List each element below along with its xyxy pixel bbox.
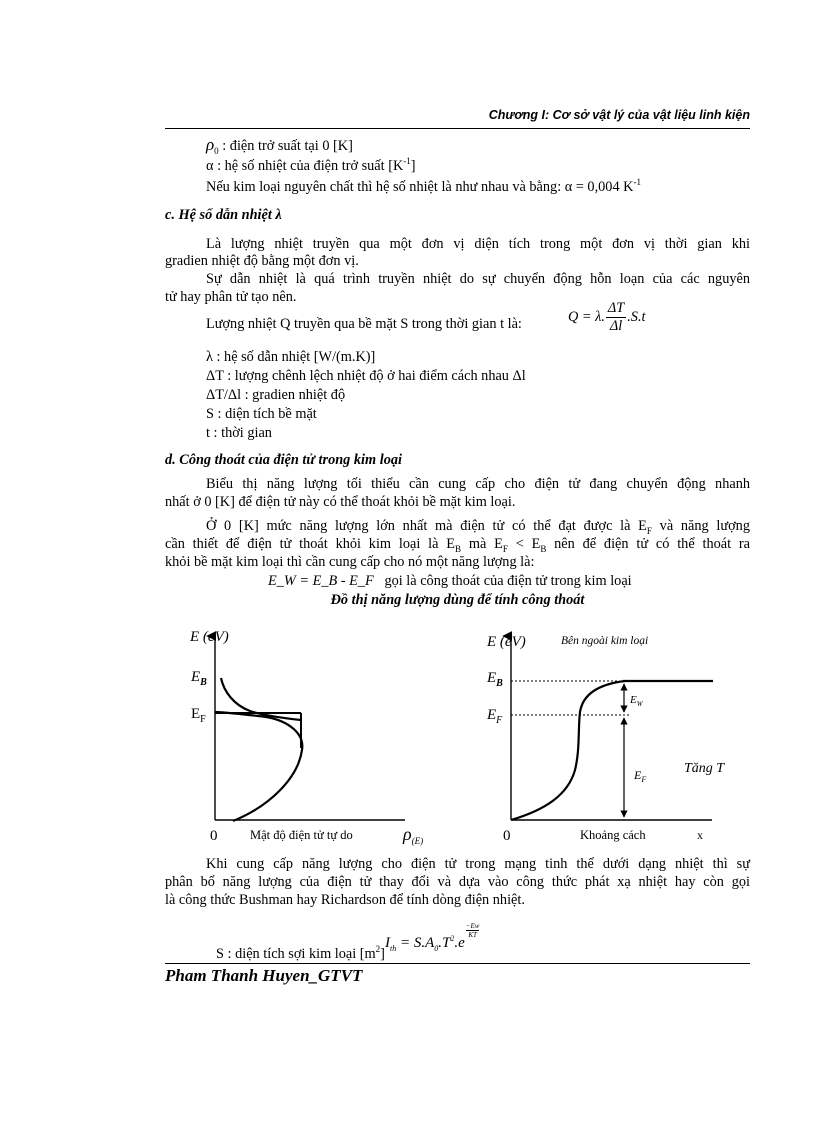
heat-formula-fraction: $\frac{\Delta T}{\Delta l}$ (607, 300, 625, 334)
heat-formula-intro: Lượng nhiệt Q truyền qua bề mặt S trong thời gian t là: (206, 316, 522, 332)
section-d-p1-line2: nhất ở 0 [K] để điện tử này có thể thoát khỏi bề mặt kim loại. (165, 494, 516, 510)
right-x-symbol: x (697, 828, 703, 842)
footer-rule (165, 963, 750, 964)
section-d-p2-line2: cần thiết để điện tử thoát khỏi kim loại là $E_B$ mà $E_F < E_B$ nên để điện tử có thể thoát ra (165, 536, 750, 554)
richardson-formula: $I_{th} = S.A_0.T^2.e$ $\frac{-Ew}{KT}$ (385, 922, 480, 953)
work-function-line: E_W = E_B - E_F gọi là công thoát của điện tử trong kim loại (268, 573, 632, 589)
left-rho-label: $\rho_{(E)}$ (403, 824, 424, 846)
def-lambda: λ : hệ số dẫn nhiệt [W/(m.K)] (206, 349, 376, 365)
section-c-p2-line1: Sự dẫn nhiệt là quá trình truyền nhiệt do sự chuyển động hỗn loạn của các nguyên (206, 271, 750, 287)
section-d-p2-line1: Ở 0 [K] mức năng lượng lớn nhất mà điện tử có thể đạt được là $E_F$ và năng lượng (206, 518, 750, 536)
increase-t-label: Tăng T (684, 761, 725, 776)
pure-metal-coefficient: Nếu kim loại nguyên chất thì hệ số nhiệt là như nhau và bằng: α = 0,004 $K^{-1}$ (206, 177, 642, 195)
section-c-p1-line2: gradien nhiệt độ bằng một đơn vị. (165, 253, 359, 269)
heat-formula: Q = λ. $\frac{\Delta T}{\Delta l}$ .S.t (568, 300, 646, 334)
right-x-axis-label: Khoảng cách (580, 828, 646, 842)
section-c-heading: c. Hệ số dẫn nhiệt λ (165, 207, 282, 223)
section-e-line1: Khi cung cấp năng lượng cho điện tử trong mạng tinh thể dưới dạng nhiệt thì sự (206, 856, 750, 872)
right-eb-label: $E_B$ (487, 670, 503, 689)
work-function-formula: E_W = E_B - E_F (268, 573, 374, 589)
ew-label: $E_W$ (630, 694, 643, 708)
left-origin-label: 0 (210, 828, 218, 844)
section-c-p1-line1: Là lượng nhiệt truyền qua một đơn vị diện tích trong một đơn vị thời gian khi (206, 236, 750, 252)
graph-title: Đồ thị năng lượng dùng để tính công thoát (330, 592, 585, 608)
def-time: t : thời gian (206, 425, 272, 441)
left-y-axis-label: E (eV) (190, 629, 229, 645)
right-ef-label: $E_F$ (487, 707, 503, 726)
section-d-p2-line3: khỏi bề mặt kim loại thì cần cung cấp cho nó một năng lượng là: (165, 554, 535, 570)
footer-author: Pham Thanh Huyen_GTVT (165, 966, 363, 985)
right-work-function-plot (486, 634, 725, 844)
section-c-p2-line2: tử hay phân tử tạo nên. (165, 289, 297, 305)
def-filament-area: S : diện tích sợi kim loại $[m^2]$ (216, 944, 385, 962)
alpha-definition: α : hệ số nhiệt của điện trở suất $[K^{-1}]$ (206, 156, 416, 174)
section-d-heading: d. Công thoát của điện tử trong kim loại (165, 452, 402, 468)
section-d-p1-line1: Biểu thị năng lượng tối thiểu cần cung cấp cho điện tử đang chuyển động nhanh (206, 476, 750, 492)
section-e-line3: là công thức Bushman hay Richardson để tính dòng điện nhiệt. (165, 892, 525, 908)
def-delta-t: ΔT : lượng chênh lệch nhiệt độ ở hai điểm cách nhau Δl (206, 368, 526, 384)
def-surface: S : diện tích bề mặt (206, 406, 317, 422)
potential-curve (511, 681, 625, 820)
left-eb-label: $E_B$ (191, 669, 207, 688)
rho0-definition: $\rho_0$ : điện trở suất tại 0 [K] (206, 135, 353, 156)
outside-metal-label: Bên ngoài kim loại (561, 635, 649, 647)
chapter-header: Chương I: Cơ sở vật lý của vật liệu linh kiện (488, 108, 750, 122)
section-e-line2: phân bố năng lượng của điện tử thay đổi và dựa vào công thức phát xạ nhiệt hay còn gọi (165, 874, 750, 890)
def-gradient: ΔT/Δl : gradien nhiệt độ (206, 387, 346, 403)
left-x-axis-label: Mật độ điện tử tự do (250, 828, 353, 842)
left-distribution-curve (215, 712, 302, 821)
right-origin-label: 0 (503, 828, 511, 844)
ef-arrow-label: $E_F$ (634, 768, 647, 784)
left-density-of-states-plot (189, 629, 423, 846)
left-ef-label: $E_F$ (191, 706, 206, 725)
right-y-axis-label: E (eV) (487, 634, 526, 650)
